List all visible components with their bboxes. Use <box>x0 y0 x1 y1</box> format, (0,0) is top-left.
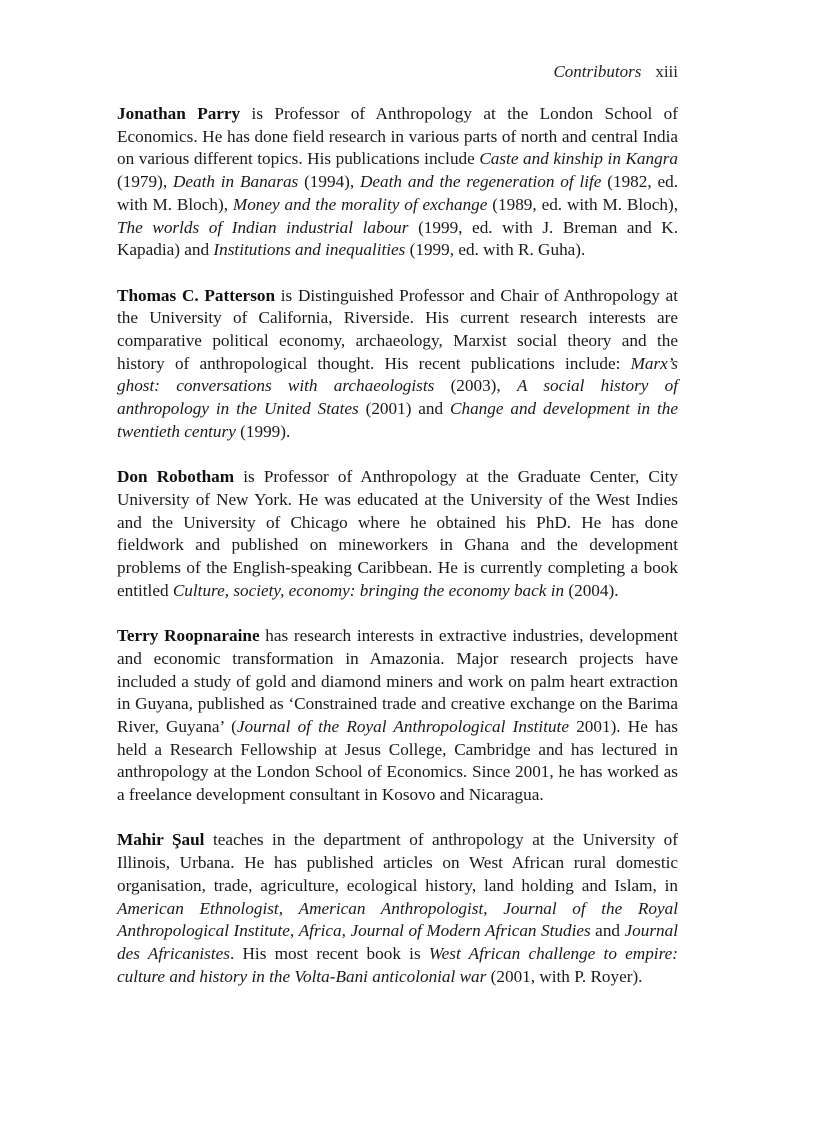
contributor-entry <box>117 103 678 262</box>
page-number: xiii <box>655 62 678 81</box>
bio-text: 2001). He has held a Research Fellowship at Jesus College, Cambridge and has lectured in anthropology at the London School of Economics. Since 2001, he has worked as a freelance development consultant in Kosovo and Nicaragua. <box>117 716 678 805</box>
contributor-name: Terry Roopnaraine <box>117 626 260 646</box>
publication-title: Journal of the Royal Anthropological Institute <box>236 716 569 736</box>
bio-text: (1999, ed. with J. Breman and K. Kapadia) and <box>117 217 679 260</box>
publication-title: Death in Banaras <box>172 172 299 192</box>
bio-text: is Professor of Anthropology at the Graduate Center, City University of New York. He was educated at the University of the West Indies and the University of Chicago where he obtained his PhD. He has done fieldwork and published on mineworkers in Ghana and the development problems of the English-speaking Caribbean. He is currently completing a book entitled <box>117 467 679 600</box>
publication-title: American Anthropologist <box>298 898 484 918</box>
publication-title: West African challenge to empire: culture and history in the Volta-Bani anticolonial war <box>117 943 678 986</box>
bio-text: is Distinguished Professor and Chair of Anthropology at the University of California, Riverside. His current research interests are comparative political economy, archaeology, Marxist social theory and the history of anthropological thought. His recent publications include: <box>117 285 678 373</box>
publication-title: Caste and kinship in Kangra <box>479 149 678 169</box>
bio-text: (2001, with P. Royer). <box>486 966 643 986</box>
contributor-name: Mahir Şaul <box>117 830 205 850</box>
bio-text: , <box>483 898 504 918</box>
publication-title: Death and the regeneration of life <box>360 172 602 192</box>
running-head <box>117 61 678 83</box>
contributor-entry <box>117 285 678 444</box>
publication-title: Institutions and inequalities <box>213 240 406 260</box>
running-head-section: Contributors <box>553 62 642 81</box>
publication-title: Marx’s ghost: conversations with archaeologists <box>117 353 678 396</box>
publication-title: A social history of anthropology in the United States <box>117 376 679 419</box>
bio-text: (1994), <box>298 172 361 192</box>
publication-title: Journal des Africanistes <box>117 921 678 963</box>
bio-text: (2004). <box>564 580 619 600</box>
contributor-entry <box>117 829 678 988</box>
contributor-bio <box>117 104 678 259</box>
bio-text: , <box>341 921 351 941</box>
bio-text: is Professor of Anthropology at the London School of Economics. He has done field research in various parts of north and central India on various different topics. His publications include <box>117 104 679 169</box>
publication-title: Africa <box>298 921 342 941</box>
contributor-entry <box>117 625 678 807</box>
contributor-bio <box>117 286 678 441</box>
contributor-bio <box>117 830 678 985</box>
contributor-bio <box>117 467 678 600</box>
publication-title: Money and the morality of exchange <box>232 194 488 214</box>
publication-title: American Ethnologist <box>117 898 279 918</box>
bio-text: (1999, ed. with R. Guha). <box>405 240 586 260</box>
contributor-entry <box>117 466 678 602</box>
bio-text: and <box>590 921 625 941</box>
contributor-name: Jonathan Parry <box>117 104 241 123</box>
publication-title: Journal of the Royal Anthropological Institute <box>117 898 678 941</box>
contributor-bio <box>117 626 678 804</box>
bio-text: (1982, ed. with M. Bloch), <box>117 172 678 214</box>
publication-title: The worlds of Indian industrial labour <box>117 217 409 237</box>
publication-title: Journal of Modern African Studies <box>350 921 591 941</box>
contributor-name: Thomas C. Patterson <box>117 285 276 305</box>
bio-text: (1999). <box>235 421 291 441</box>
bio-text: (1979), <box>117 172 173 192</box>
publication-title: Change and development in the twentieth century <box>117 399 679 441</box>
bio-text: (2003), <box>434 376 517 396</box>
bio-text: , <box>289 921 299 941</box>
contributors-list <box>117 103 678 1011</box>
bio-text: (2001) and <box>358 399 451 419</box>
bio-text: . His most recent book is <box>229 943 429 963</box>
bio-text: , <box>278 898 299 918</box>
publication-title: Culture, society, economy: bringing the economy back in <box>172 580 565 600</box>
contributor-name: Don Robotham <box>117 467 235 487</box>
bio-text: teaches in the department of anthropology at the University of Illinois, Urbana. He has published articles on West African rural domestic organisation, trade, agriculture, ecological history, land holding and Islam, in <box>117 830 678 895</box>
bio-text: has research interests in extractive industries, development and economic transformation in Amazonia. Major research projects have included a study of gold and diamond miners and work on palm heart extraction in Guyana, published as ‘Constrained trade and creative exchange on the Barima River, Guyana’ ( <box>117 626 678 736</box>
bio-text: (1989, ed. with M. Bloch), <box>487 194 678 214</box>
